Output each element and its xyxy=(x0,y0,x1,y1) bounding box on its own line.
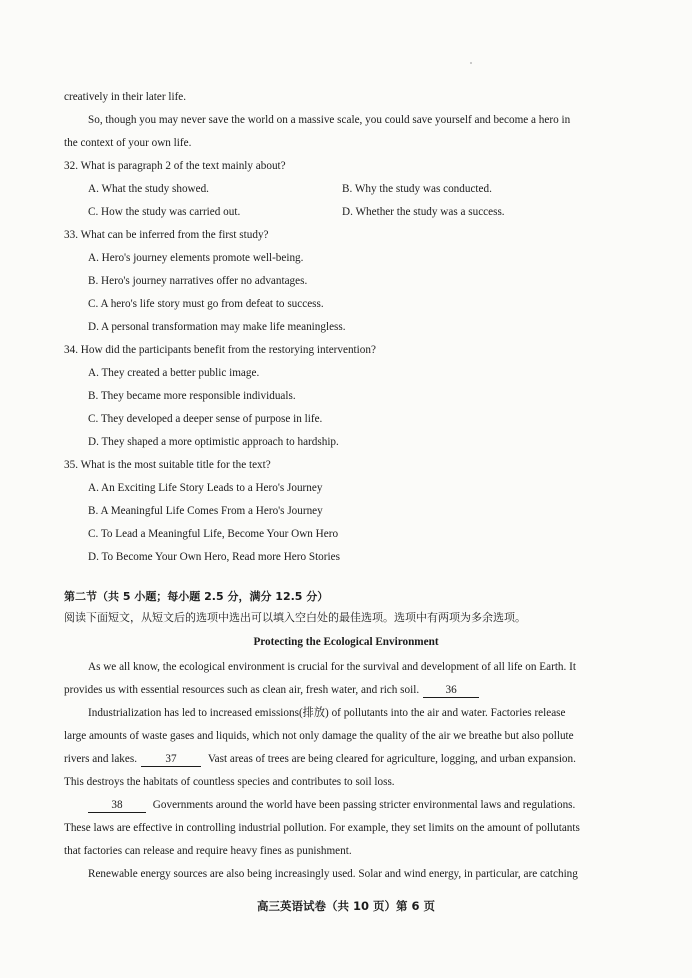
blank-38: 38 xyxy=(88,798,146,813)
passage-text: Vast areas of trees are being cleared for agriculture, logging, and urban expansion. xyxy=(207,753,576,765)
question-34-stem: 34. How did the participants benefit from the restorying intervention? xyxy=(64,344,376,356)
passage-line xyxy=(88,798,575,813)
question-35-option-b: B. A Meaningful Life Comes From a Hero's Journey xyxy=(88,505,323,517)
page-footer: 高三英语试卷（共 10 页）第 6 页 xyxy=(256,899,436,913)
question-34-option-c: C. They developed a deeper sense of purpose in life. xyxy=(88,413,323,425)
question-35-option-c: C. To Lead a Meaningful Life, Become Your Own Hero xyxy=(88,528,339,540)
blank-36: 36 xyxy=(423,683,479,698)
question-33-stem: 33. What can be inferred from the first study? xyxy=(64,229,269,241)
question-33-option-d: D. A personal transformation may make life meaningless. xyxy=(88,321,346,333)
passage-text: rivers and lakes. xyxy=(64,753,138,765)
question-32-option-a: A. What the study showed. xyxy=(88,183,209,195)
question-32-option-c: C. How the study was carried out. xyxy=(88,206,241,218)
blank-37: 37 xyxy=(141,752,201,767)
passage-line: So, though you may never save the world on a massive scale, you could save yourself and become a hero in xyxy=(88,114,571,126)
question-32-option-d: D. Whether the study was a success. xyxy=(342,206,505,218)
passage-line: large amounts of waste gases and liquids, which not only damage the quality of the air we breathe but also pollute xyxy=(64,730,574,742)
section-instruction: 阅读下面短文，从短文后的选项中选出可以填入空白处的最佳选项。选项中有两项为多余选项。 xyxy=(64,611,526,624)
passage-line: creatively in their later life. xyxy=(64,91,187,103)
passage-line xyxy=(64,752,576,767)
question-34-option-d: D. They shaped a more optimistic approach to hardship. xyxy=(88,436,339,448)
question-35-option-d: D. To Become Your Own Hero, Read more Hero Stories xyxy=(88,551,340,563)
question-35-option-a: A. An Exciting Life Story Leads to a Hero's Journey xyxy=(88,482,323,494)
question-32-stem: 32. What is paragraph 2 of the text mainly about? xyxy=(64,160,286,172)
passage-line: Industrialization has led to increased emissions(排放) of pollutants into the air and water. Factories release xyxy=(88,707,566,719)
passage-line xyxy=(64,683,483,698)
passage-line: As we all know, the ecological environment is crucial for the survival and development of all life on Earth. It xyxy=(88,661,576,673)
question-32-option-b: B. Why the study was conducted. xyxy=(342,183,492,195)
passage-line: that factories can release and require heavy fines as punishment. xyxy=(64,845,352,857)
question-33-option-b: B. Hero's journey narratives offer no advantages. xyxy=(88,275,308,287)
question-33-option-c: C. A hero's life story must go from defeat to success. xyxy=(88,298,324,310)
passage-text: provides us with essential resources such as clean air, fresh water, and rich soil. xyxy=(64,684,420,696)
passage-line: Renewable energy sources are also being increasingly used. Solar and wind energy, in particular, are catching xyxy=(88,868,578,880)
question-35-stem: 35. What is the most suitable title for the text? xyxy=(64,459,271,471)
passage-text: Governments around the world have been passing stricter environmental laws and regulations. xyxy=(152,799,576,811)
question-33-option-a: A. Hero's journey elements promote well-being. xyxy=(88,252,304,264)
scan-speck xyxy=(470,62,472,64)
question-34-option-a: A. They created a better public image. xyxy=(88,367,260,379)
passage-line: the context of your own life. xyxy=(64,137,192,149)
passage-line: This destroys the habitats of countless species and contributes to soil loss. xyxy=(64,776,395,788)
passage-title: Protecting the Ecological Environment xyxy=(253,636,439,648)
question-34-option-b: B. They became more responsible individuals. xyxy=(88,390,296,402)
section-heading: 第二节（共 5 小题；每小题 2.5 分，满分 12.5 分） xyxy=(64,590,329,603)
passage-line: These laws are effective in controlling industrial pollution. For example, they set limits on the amount of pollutants xyxy=(64,822,580,834)
